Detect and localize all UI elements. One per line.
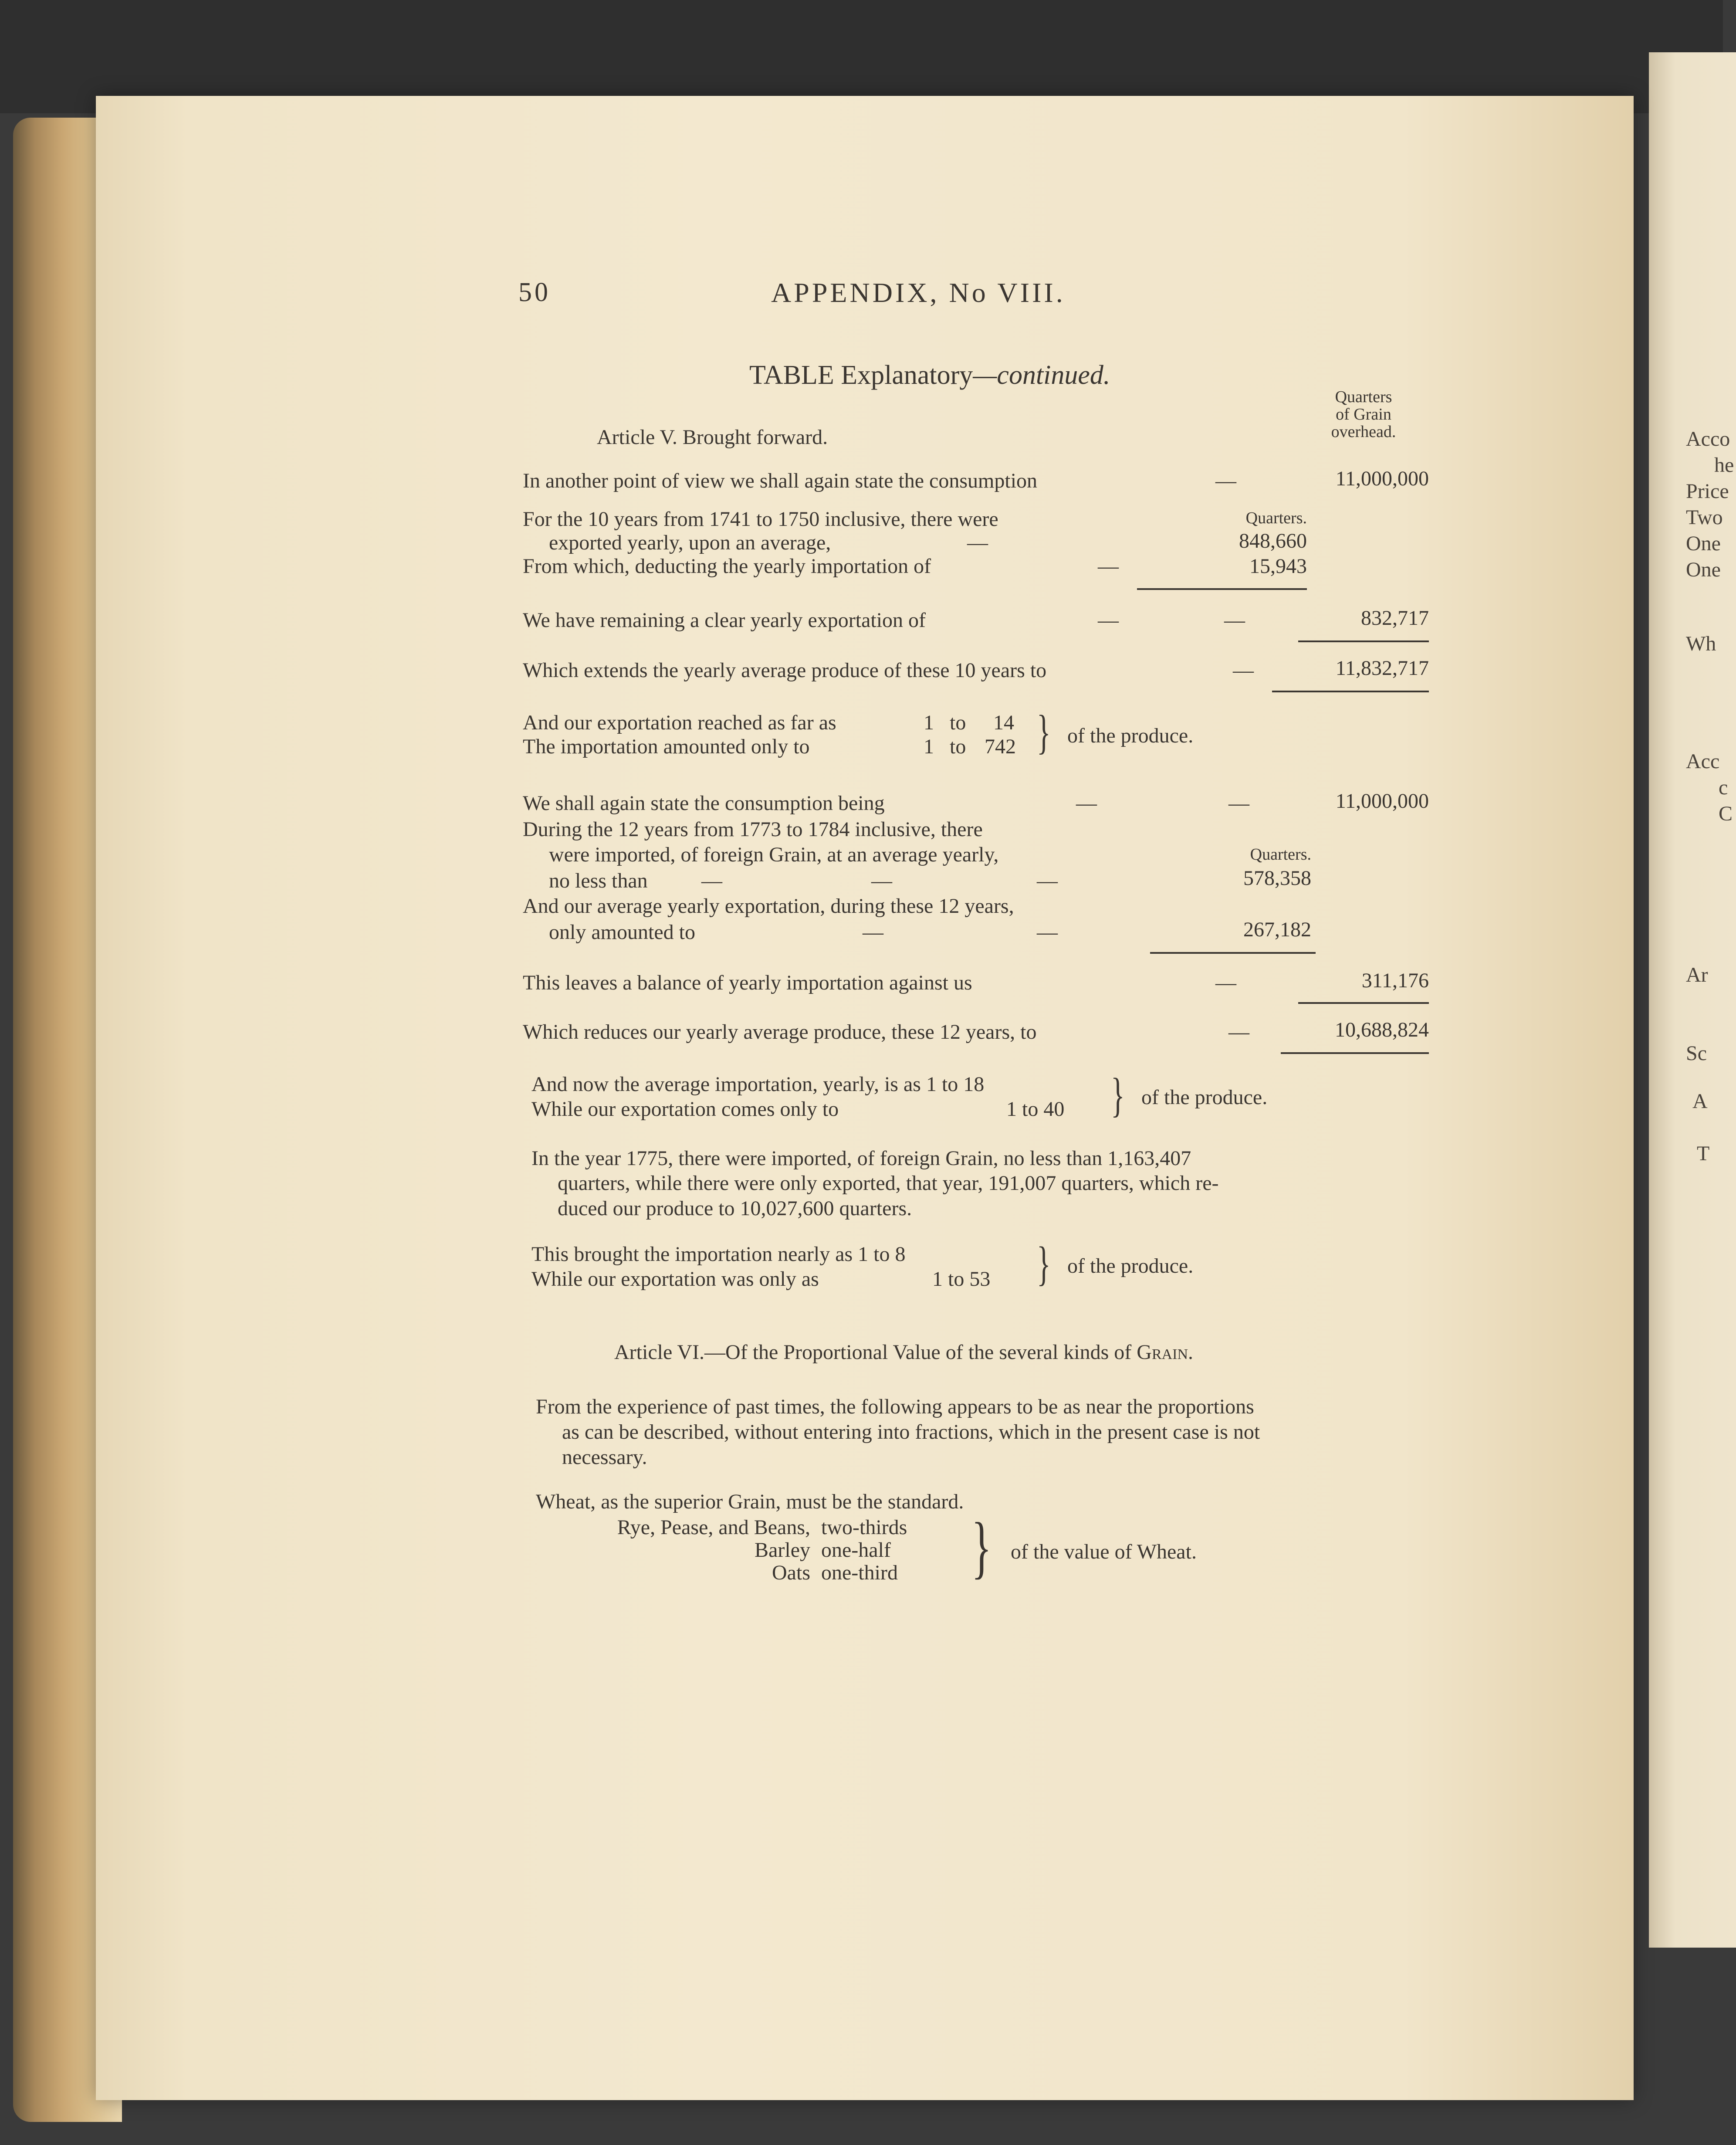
dash: — xyxy=(1228,1020,1249,1044)
text-line: duced our produce to 10,027,600 quarters. xyxy=(558,1197,912,1220)
dash: — xyxy=(1228,792,1249,815)
dash: — xyxy=(1098,609,1119,632)
sum-rule xyxy=(1150,952,1316,954)
text-line: In another point of view we shall again state the consumption xyxy=(523,469,1038,492)
dash: — xyxy=(871,869,892,892)
text-line: During the 12 years from 1773 to 1784 inclusive, there xyxy=(523,818,983,841)
text-line: For the 10 years from 1741 to 1750 inclusive, there were xyxy=(523,508,998,531)
page-number: 50 xyxy=(518,278,551,307)
book-page xyxy=(96,96,1634,2100)
facing-text: Sc xyxy=(1686,1042,1707,1065)
ratio-number: 742 xyxy=(985,735,1016,758)
dash: — xyxy=(1215,971,1236,994)
brace-icon: } xyxy=(1037,1237,1051,1290)
article-6-heading xyxy=(614,1342,1193,1363)
facing-text: Ar xyxy=(1686,963,1708,986)
text-line: no less than xyxy=(549,869,648,892)
amount: 15,943 xyxy=(1249,555,1307,578)
dash: — xyxy=(1215,469,1236,492)
text-line: And now the average importation, yearly, is as 1 to 18 xyxy=(531,1073,985,1096)
facing-text: Two xyxy=(1686,506,1723,529)
grain-name: Rye, Pease, and Beans, xyxy=(617,1516,810,1539)
ratio-to: to xyxy=(950,711,966,734)
text-line: While our exportation was only as xyxy=(531,1267,819,1291)
table-title-main: TABLE Explanatory xyxy=(749,360,973,390)
ratio: 1 to 53 xyxy=(932,1267,991,1291)
text-line: We have remaining a clear yearly exportation of xyxy=(523,609,926,632)
amount: 267,182 xyxy=(1243,918,1311,941)
amount: 578,358 xyxy=(1243,867,1311,890)
article-6-heading-grain: Grain. xyxy=(1137,1341,1194,1364)
facing-text: Wh xyxy=(1686,632,1716,655)
ratio-number: 1 xyxy=(924,735,934,758)
text-line: This brought the importation nearly as 1 to 8 xyxy=(531,1243,906,1266)
amount: 11,000,000 xyxy=(1335,790,1429,813)
text-line: of the value of Wheat. xyxy=(1011,1540,1197,1563)
running-title: APPENDIX, No VIII. xyxy=(771,277,1066,308)
text-line: This leaves a balance of yearly importation against us xyxy=(523,971,972,994)
dash: — xyxy=(1098,555,1119,578)
sum-rule xyxy=(1281,1052,1429,1054)
amount: 11,832,717 xyxy=(1335,657,1429,680)
sum-rule xyxy=(1272,691,1429,692)
text-line: of the produce. xyxy=(1141,1086,1268,1109)
brace-icon: } xyxy=(1111,1068,1125,1122)
text-line: of the produce. xyxy=(1067,724,1194,747)
text-line: of the produce. xyxy=(1067,1254,1194,1278)
amount: 11,000,000 xyxy=(1335,467,1429,490)
text-line: And our average yearly exportation, during these 12 years, xyxy=(523,895,1014,918)
text-line: were imported, of foreign Grain, at an average yearly, xyxy=(549,843,999,866)
ratio: 1 to 40 xyxy=(1006,1098,1065,1121)
text-line: only amounted to xyxy=(549,921,695,944)
brace-icon: } xyxy=(1037,705,1051,759)
text-line: Which reduces our yearly average produce, these 12 years, to xyxy=(523,1020,1037,1044)
amount: 848,660 xyxy=(1239,529,1307,552)
article-5-heading: Article V. Brought forward. xyxy=(597,426,828,449)
column-header-line: overhead. xyxy=(1331,423,1396,441)
sum-rule xyxy=(1137,588,1307,590)
table-title xyxy=(749,362,1110,389)
dash: — xyxy=(1037,869,1058,892)
grain-value: one-half xyxy=(821,1538,891,1562)
facing-text: Price xyxy=(1686,480,1729,503)
facing-text: c xyxy=(1719,776,1728,799)
paragraph-line: From the experience of past times, the following appears to be as near the proportions xyxy=(536,1395,1254,1418)
grain-value: two-thirds xyxy=(821,1516,907,1539)
grain-name: Barley xyxy=(755,1538,810,1562)
text-line: We shall again state the consumption being xyxy=(523,792,885,815)
sum-rule xyxy=(1298,1002,1429,1004)
text-line: While our exportation comes only to xyxy=(531,1098,839,1121)
dash: — xyxy=(1224,609,1245,632)
brace-icon: } xyxy=(971,1508,992,1586)
paragraph-line: as can be described, without entering into fractions, which in the present case is not xyxy=(562,1420,1260,1444)
text-line: From which, deducting the yearly importation of xyxy=(523,555,931,578)
facing-text: he xyxy=(1714,454,1734,477)
sum-rule xyxy=(1298,640,1429,642)
facing-text: C xyxy=(1719,802,1733,825)
facing-text: T xyxy=(1697,1142,1710,1165)
facing-text: Acc xyxy=(1686,750,1720,773)
text-line: quarters, while there were only exported, that year, 191,007 quarters, which re- xyxy=(558,1172,1219,1195)
grain-value: one-third xyxy=(821,1561,898,1584)
text-line: In the year 1775, there were imported, of foreign Grain, no less than 1,163,407 xyxy=(531,1147,1191,1170)
facing-text: A xyxy=(1692,1090,1708,1113)
grain-name: Oats xyxy=(772,1561,810,1584)
quarters-label: Quarters. xyxy=(1245,509,1307,527)
text-line: Wheat, as the superior Grain, must be the standard. xyxy=(536,1490,964,1513)
facing-page xyxy=(1649,52,1736,1948)
table-title-continued: —continued. xyxy=(973,360,1110,390)
facing-text: Acco xyxy=(1686,427,1730,451)
amount: 311,176 xyxy=(1361,969,1429,992)
dash: — xyxy=(967,531,988,554)
text-line: exported yearly, upon an average, xyxy=(549,531,831,554)
ratio-number: 14 xyxy=(993,711,1014,734)
dash: — xyxy=(701,869,722,892)
ratio-number: 1 xyxy=(924,711,934,734)
amount: 10,688,824 xyxy=(1335,1018,1429,1041)
dash: — xyxy=(1233,659,1254,682)
text-line: Which extends the yearly average produce of these 10 years to xyxy=(523,659,1047,682)
facing-text: One xyxy=(1686,532,1721,555)
paragraph-line: necessary. xyxy=(562,1446,647,1469)
text-line: The importation amounted only to xyxy=(523,735,810,758)
text-line: And our exportation reached as far as xyxy=(523,711,836,734)
quarters-label: Quarters. xyxy=(1250,845,1311,864)
dash: — xyxy=(1076,792,1097,815)
column-header-line: of Grain xyxy=(1336,405,1391,424)
ratio-to: to xyxy=(950,735,966,758)
facing-text: One xyxy=(1686,558,1721,581)
article-6-heading-text: Article VI.—Of the Proportional Value of the several kinds of xyxy=(614,1341,1132,1364)
column-header-line: Quarters xyxy=(1335,388,1392,406)
amount: 832,717 xyxy=(1361,607,1429,630)
dash: — xyxy=(863,921,883,944)
dash: — xyxy=(1037,921,1058,944)
